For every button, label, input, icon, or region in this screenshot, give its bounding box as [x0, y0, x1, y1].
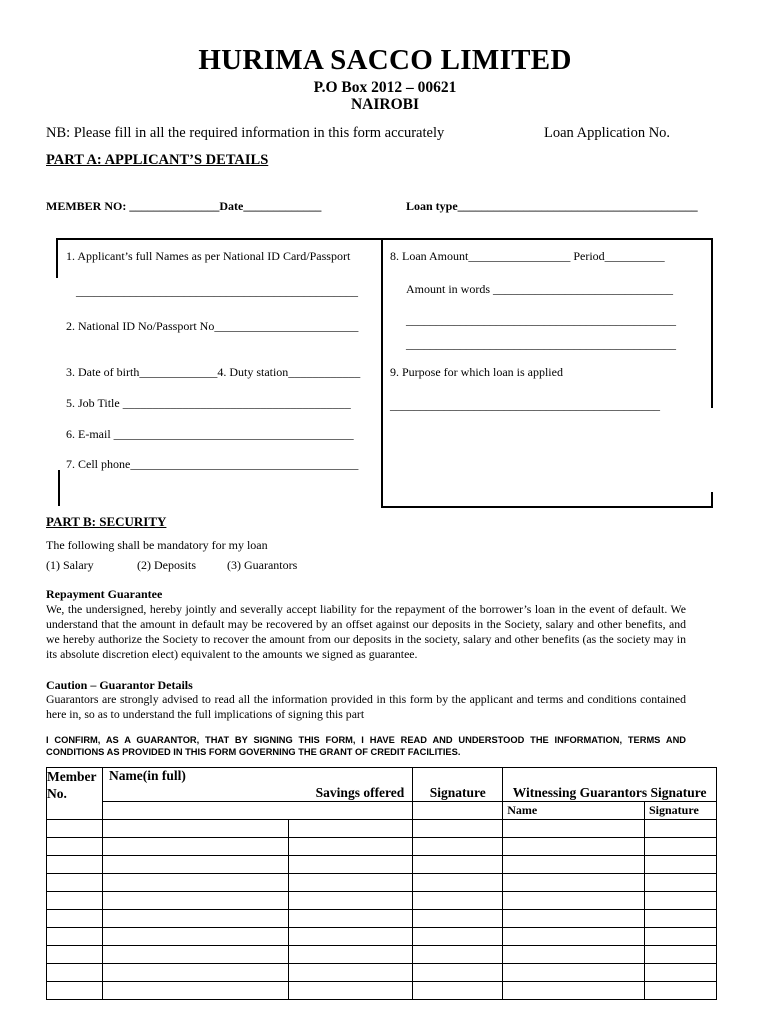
savings-offered-label: Savings offered: [315, 785, 405, 800]
full-names-line[interactable]: _______________________________________________: [76, 284, 358, 298]
witness-name-label: Name: [503, 802, 645, 820]
table-row[interactable]: [47, 856, 717, 874]
dob-duty-station-field[interactable]: 3. Date of birth_____________4. Duty station____________: [66, 365, 361, 379]
table-row[interactable]: [47, 910, 717, 928]
member-no-field[interactable]: MEMBER NO: _______________Date_____________: [46, 199, 322, 213]
national-id-field[interactable]: 2. National ID No/Passport No________________________: [66, 319, 359, 333]
col-member-no: [47, 768, 103, 820]
po-box: P.O Box 2012 – 00621: [313, 79, 457, 96]
option-deposits: (2) Deposits: [137, 558, 196, 572]
loan-application-no[interactable]: Loan Application No.: [544, 125, 671, 141]
table-row[interactable]: [47, 964, 717, 982]
option-guarantors: (3) Guarantors: [227, 558, 298, 572]
repayment-guarantee-text: We, the undersigned, hereby jointly and severally accept liability for the repayment of the borrower’s loan in the event of default. We understand that the amount in default may be recovered by an offset against our deposits in the Society, salary and other benefits, and we hereby authorize the Society to recover the amount from our deposits in the society, salary and other benefits (as the society may in its absolute discretion elect) equivalent to the amounts we signed as guarantee.: [46, 602, 686, 661]
loan-purpose-line[interactable]: _____________________________________________: [390, 398, 660, 412]
loan-type-field[interactable]: Loan type________________________________________: [406, 199, 698, 213]
col-witness: Witnessing Guarantors Signature: [503, 768, 717, 802]
option-salary: (1) Salary: [46, 558, 94, 572]
guarantor-confirmation: I CONFIRM, AS A GUARANTOR, THAT BY SIGNING THIS FORM, I HAVE READ AND UNDERSTOOD THE INFORMATION, TERMS AND CONDITIONS AS PROVIDED IN THIS FORM GOVERNING THE GRANT OF CREDIT FACILITIES.: [46, 735, 686, 757]
org-name: HURIMA SACCO LIMITED: [198, 44, 572, 76]
city: NAIROBI: [350, 96, 420, 113]
table-row[interactable]: [47, 838, 717, 856]
name-full-label: Name(in full): [108, 768, 186, 783]
loan-amount-period-field[interactable]: 8. Loan Amount_________________ Period__________: [390, 249, 665, 263]
col-name-savings: [102, 768, 412, 802]
mandatory-text: The following shall be mandatory for my loan: [46, 538, 268, 552]
nb-notice: NB: Please fill in all the required information in this form accurately: [46, 125, 445, 141]
amount-in-words-line-2[interactable]: _____________________________________________: [406, 337, 676, 351]
member-label: Member: [47, 769, 97, 784]
cell-phone-field[interactable]: 7. Cell phone______________________________________: [66, 457, 359, 471]
amount-in-words-line-1[interactable]: _____________________________________________: [406, 313, 676, 327]
part-b-heading: PART B: SECURITY: [46, 514, 167, 529]
table-row[interactable]: [47, 892, 717, 910]
table-row[interactable]: [47, 874, 717, 892]
part-a-heading: PART A: APPLICANT’S DETAILS: [46, 152, 269, 168]
loan-purpose-field[interactable]: 9. Purpose for which loan is applied: [390, 365, 563, 379]
repayment-guarantee-title: Repayment Guarantee: [46, 587, 163, 601]
table-row[interactable]: [47, 820, 717, 838]
job-title-field[interactable]: 5. Job Title ______________________________________: [66, 396, 351, 410]
table-subheader-row: [47, 802, 717, 820]
amount-in-words-field[interactable]: Amount in words ______________________________: [406, 282, 673, 296]
table-row[interactable]: [47, 946, 717, 964]
email-field[interactable]: 6. E-mail ________________________________________: [66, 427, 354, 441]
table-header-row: [47, 768, 717, 802]
table-row[interactable]: [47, 928, 717, 946]
guarantor-table: [46, 767, 717, 1000]
witness-signature-label: Signature: [645, 802, 717, 820]
caution-title: Caution – Guarantor Details: [46, 678, 193, 692]
col-signature: Signature: [413, 768, 503, 802]
table-row[interactable]: [47, 982, 717, 1000]
member-no-label: No.: [47, 786, 67, 801]
caution-text: Guarantors are strongly advised to read all the information provided in this form by the applicant and terms and conditions contained here in, so as to understand the full implications of signing this part: [46, 692, 686, 721]
full-names-field[interactable]: 1. Applicant’s full Names as per National ID Card/Passport: [66, 249, 351, 263]
